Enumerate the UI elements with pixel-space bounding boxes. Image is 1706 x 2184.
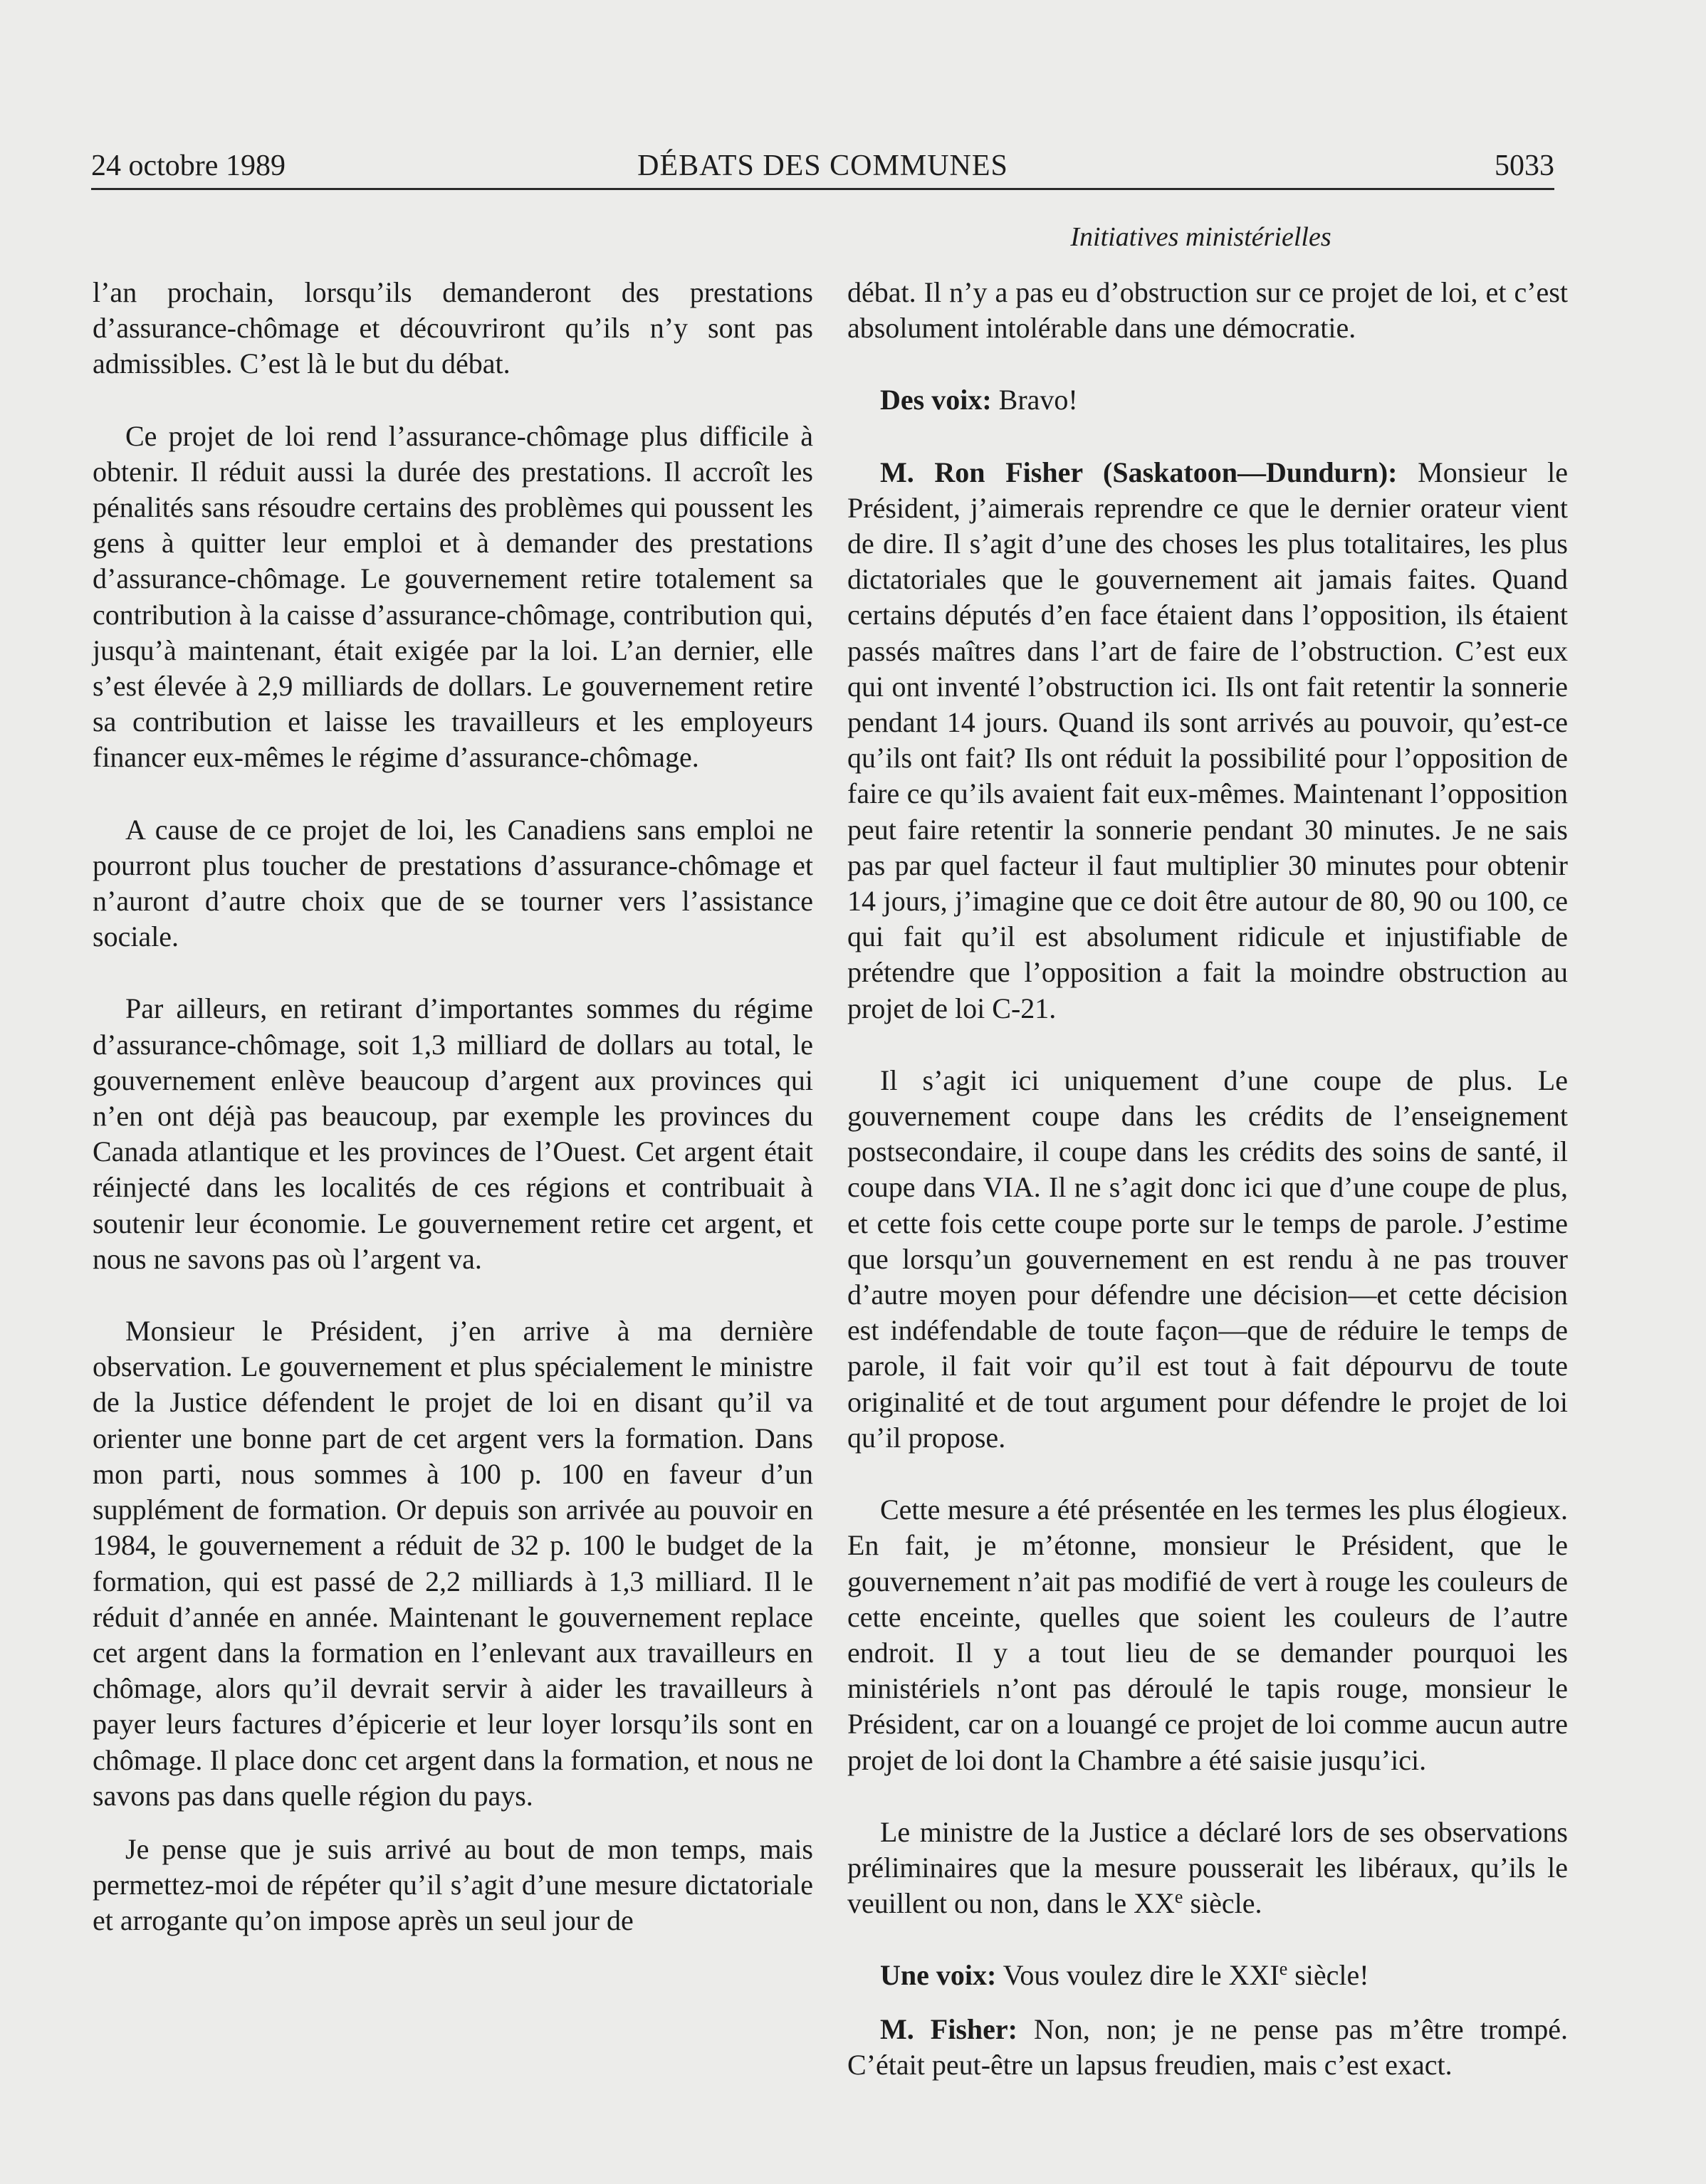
left-paragraph-3: A cause de ce projet de loi, les Canadiens sans emploi ne pourront plus toucher de prestations d’assurance-chômage et n’auront d’autre choix que de se tourner vers l’assistance sociale.: [93, 813, 813, 953]
speaker-name: M. Fisher:: [880, 2012, 1017, 2045]
superscript: e: [1279, 1958, 1288, 1980]
speech-text: Bravo!: [998, 384, 1078, 416]
speaker-name: M. Ron Fisher (Saskatoon—Dundurn):: [880, 456, 1398, 488]
interjection-une-voix: [847, 1958, 1568, 1993]
left-paragraph-1: l’an prochain, lorsqu’ils demanderont des prestations d’assurance-chômage et découvriront qu’ils n’y sont pas admissibles. C’est là le but du débat.: [93, 276, 813, 380]
left-column: [93, 275, 813, 1975]
left-paragraph-6: Je pense que je suis arrivé au bout de mon temps, mais permettez-moi de répéter qu’il s’agit d’une mesure dictatoriale et arrogante qu’on impose après un seul jour de: [93, 1832, 813, 1937]
header-rule: [91, 188, 1554, 190]
right-paragraph-1: débat. Il n’y a pas eu d’obstruction sur ce projet de loi, et c’est absolument intolérable dans une démocratie.: [847, 276, 1568, 345]
speaker-name: Une voix:: [880, 1959, 997, 1992]
left-paragraph-5: Monsieur le Président, j’en arrive à ma dernière observation. Le gouvernement et plus spécialement le ministre de la Justice défendent le projet de loi en disant qu’il va orienter une bonne part de cet argent vers la formation. Dans mon parti, nous sommes à 100 p. 100 en faveur d’un supplément de formation. Or depuis son arrivée au pouvoir en 1984, le gouvernement a réduit de 32 p. 100 le budget de la formation, qui est passé de 2,2 milliards à 1,3 milliard. Il le réduit d’année en année. Maintenant le gouvernement replace cet argent dans la formation en l’enlevant aux travailleurs en chômage, alors qu’il devrait servir à aider les travailleurs à payer leurs factures d’épicerie et leur loyer lorsqu’ils sont en chômage. Il place donc cet argent dans la formation, et nous ne savons pas dans quelle région du pays.: [93, 1315, 813, 1812]
right-paragraph-cuts: Il s’agit ici uniquement d’une coupe de plus. Le gouvernement coupe dans les crédits de l’enseignement postsecondaire, il coupe dans les crédits des soins de santé, il coupe dans VIA. Il ne s’agit donc ici que d’une coupe de plus, et cette fois cette coupe porte sur le temps de parole. J’estime que lorsqu’un gouvernement en est rendu à ne pas trouver d’autre moyen pour défendre une décision—et cette décision est indéfendable de toute façon—que de réduire le temps de parole, il fait voir qu’il est tout à fait dépourvu de toute originalité et de tout argument pour défendre le projet de loi qu’il propose.: [847, 1064, 1568, 1454]
speech-text: Non, non; je ne pense pas m’être trompé. C’était peut-être un lapsus freudien, mais c’est exact.: [847, 2012, 1568, 2081]
speech-text: siècle!: [1287, 1959, 1369, 1992]
journal-title: DÉBATS DES COMMUNES: [637, 149, 1008, 182]
speech-text: Vous voulez dire le XXI: [1003, 1959, 1280, 1992]
left-paragraph-2: Ce projet de loi rend l’assurance-chômage plus difficile à obtenir. Il réduit aussi la durée des prestations. Il accroît les pénalités sans résoudre certains des problèmes qui poussent les gens à quitter leur emploi et à demander des prestations d’assurance-chômage. Le gouvernement retire totalement sa contribution à la caisse d’assurance-chômage, contribution qui, jusqu’à maintenant, était exigée par la loi. L’an dernier, elle s’est élevée à 2,9 milliards de dollars. Le gouvernement retire sa contribution et laisse les travailleurs et les employeurs financer eux-mêmes le régime d’assurance-chômage.: [93, 419, 813, 774]
left-paragraph-4: Par ailleurs, en retirant d’importantes sommes du régime d’assurance-chômage, soit 1,3 milliard de dollars au total, le gouvernement enlève beaucoup d’argent aux provinces qui n’en ont déjà pas beaucoup, par exemple les provinces du Canada atlantique et les provinces de l’Ouest. Cet argent était réinjecté dans les localités de ces régions et contribuait à soutenir leur économie. Le gouvernement retire cet argent, et nous ne savons pas où l’argent va.: [93, 992, 813, 1275]
right-paragraph-minister: [847, 1815, 1568, 1922]
speech-text: siècle.: [1183, 1887, 1262, 1920]
right-column: [847, 275, 1568, 2119]
speech-fisher-2: [847, 2012, 1568, 2083]
interjection-voices: [847, 382, 1568, 418]
right-paragraph-measure: Cette mesure a été présentée en les termes les plus élogieux. En fait, je m’étonne, monsieur le Président, que le gouvernement n’ait pas modifié de vert à rouge les couleurs de cette enceinte, quelles que soient les couleurs de l’autre endroit. Il y a tout lieu de se demander pourquoi les ministériels n’ont pas déroulé le tapis rouge, monsieur le Président, car on a louangé ce projet de loi comme aucun autre projet de loi dont la Chambre a été saisie jusqu’ici.: [847, 1493, 1568, 1776]
header-date: 24 octobre 1989: [91, 149, 286, 182]
superscript: e: [1174, 1886, 1183, 1908]
page-number: 5033: [1495, 149, 1554, 182]
running-head: [91, 147, 1554, 185]
speech-fisher: [847, 455, 1568, 1027]
section-label: Initiatives ministérielles: [1070, 222, 1331, 252]
speech-text: Monsieur le Président, j’aimerais reprendre ce que le dernier orateur vient de dire. Il s’agit d’une des choses les plus totalitaires, les plus dictatoriales que le gouvernement ait jamais faites. Quand certains députés d’en face étaient dans l’opposition, ils étaient passés maîtres dans l’art de faire de l’obstruction. C’est eux qui ont inventé l’obstruction ici. Ils ont fait retentir la sonnerie pendant 14 jours. Quand ils sont arrivés au pouvoir, qu’est-ce qu’ils ont fait? Ils ont réduit la possibilité pour l’opposition de faire ce qu’ils avaient fait eux-mêmes. Maintenant l’opposition peut faire retentir la sonnerie pendant 30 minutes. Je ne sais pas par quel facteur il faut multiplier 30 minutes pour obtenir 14 jours, j’imagine que ce doit être autour de 80, 90 ou 100, ce qui fait qu’il est absolument ridicule et injustifiable de prétendre que l’opposition a fait la moindre obstruction au projet de loi C-21.: [847, 456, 1569, 1024]
speech-text: Le ministre de la Justice a déclaré lors de ses observations préliminaires que la mesure pousserait les libéraux, qu’ils le veuillent ou non, dans le XX: [847, 1815, 1568, 1920]
speaker-name: Des voix:: [880, 384, 992, 416]
